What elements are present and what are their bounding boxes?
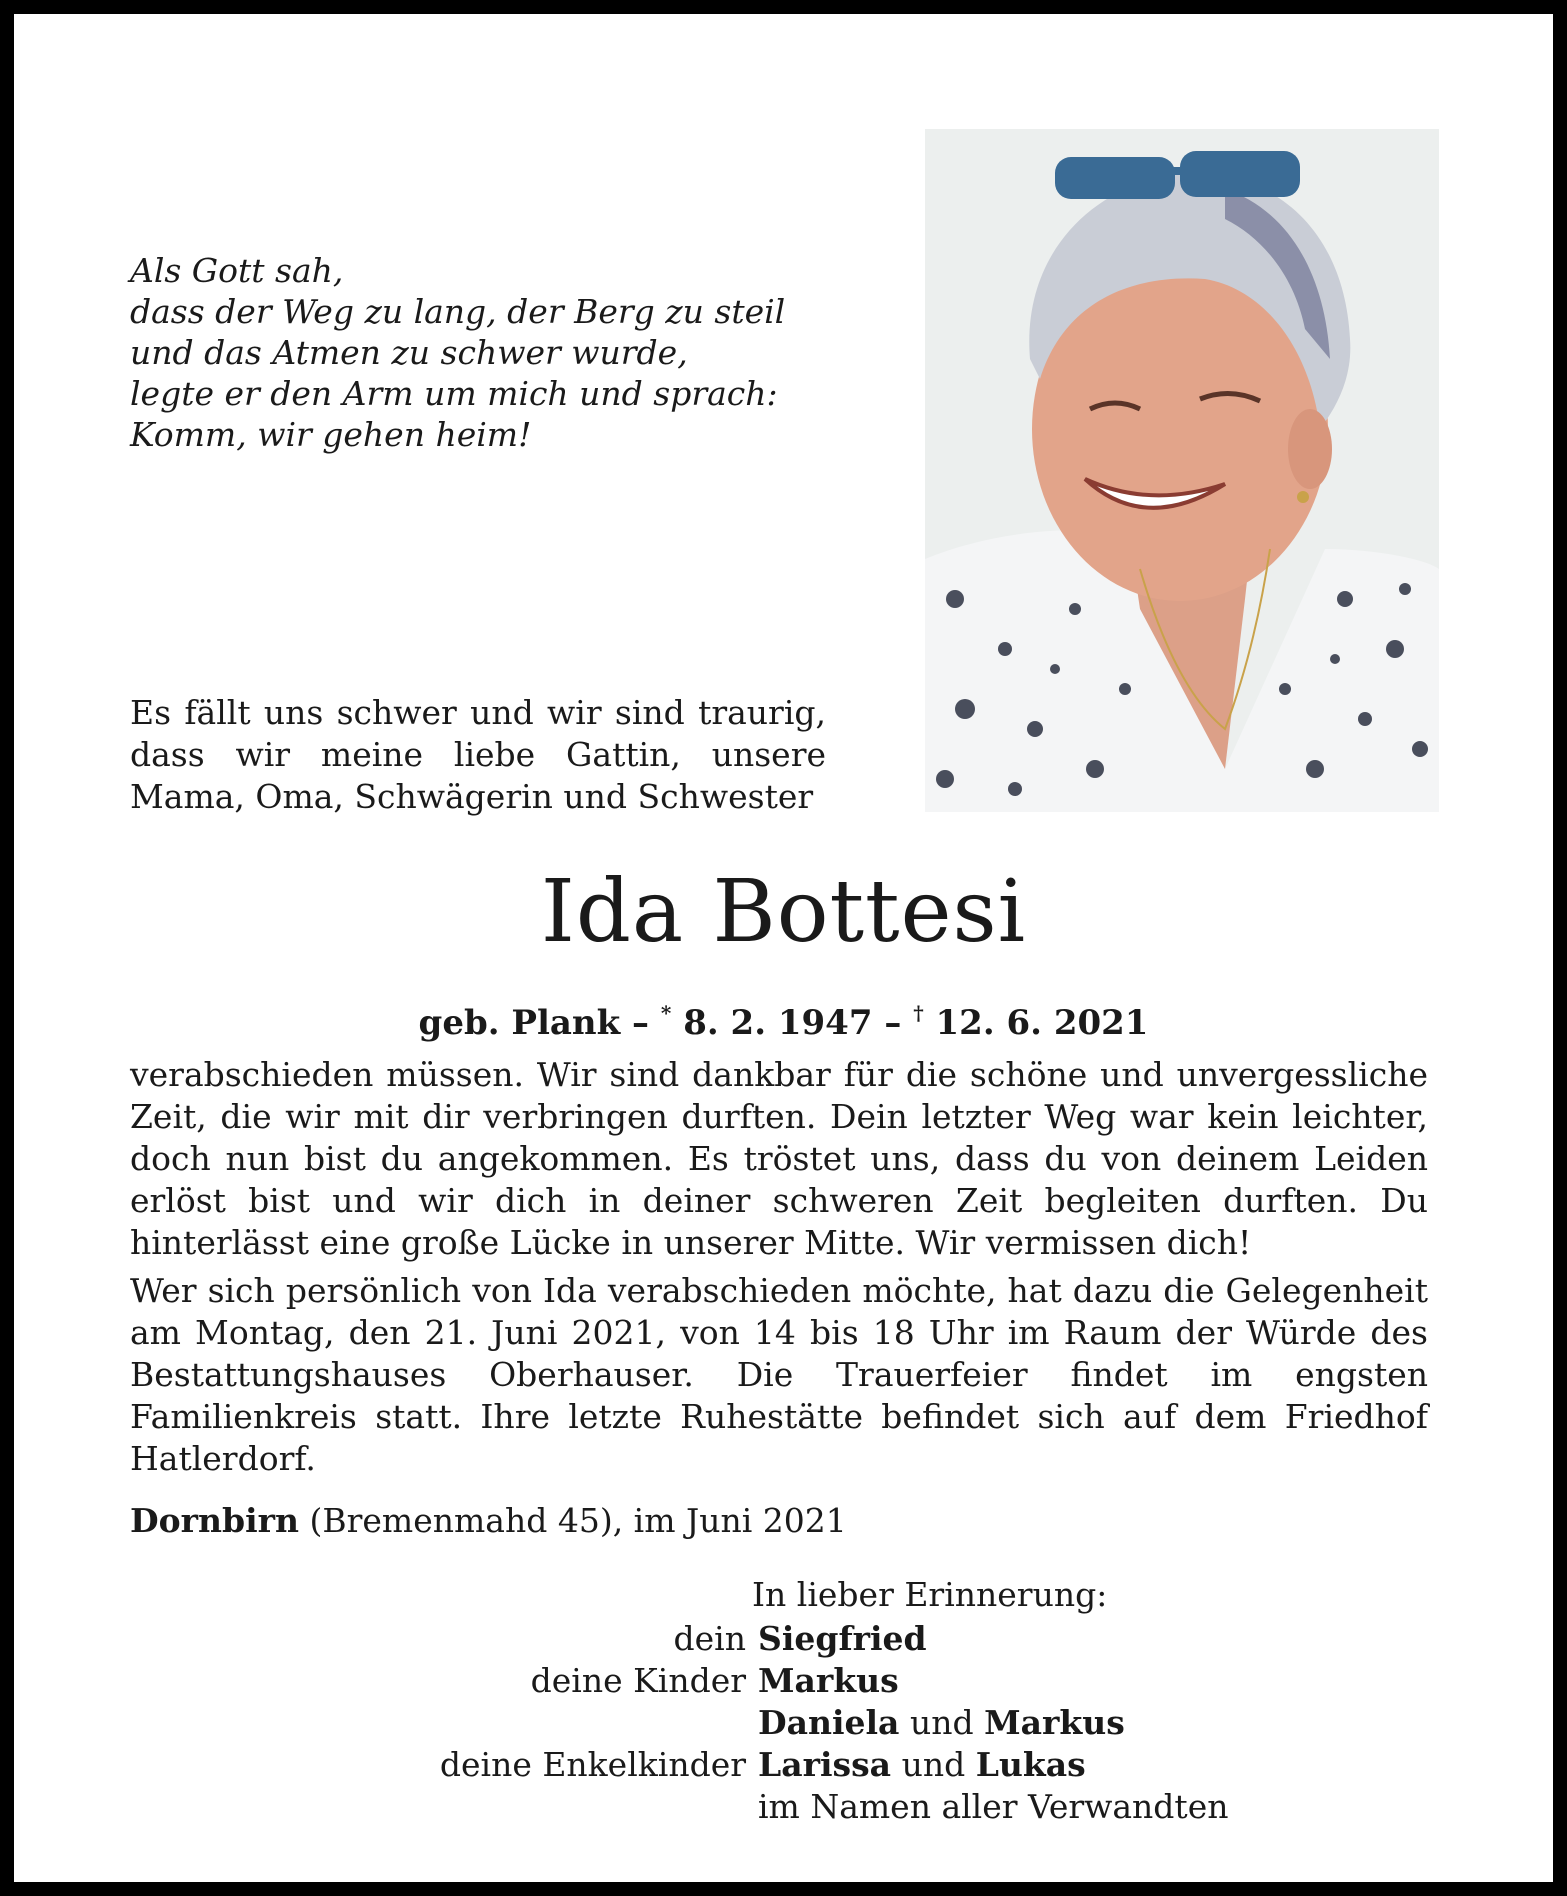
obituary-page: [14, 14, 1553, 1882]
died-symbol: †: [913, 1001, 924, 1025]
memory-heading: In lieber Erinnerung:: [752, 1575, 1108, 1614]
signers: [314, 1618, 1414, 1828]
signer-name: Markus: [758, 1661, 899, 1700]
portrait-photo: [925, 129, 1439, 812]
relatives-note: im Namen aller Verwandten: [758, 1787, 1229, 1826]
signer-row: [314, 1702, 1414, 1744]
poem-line: dass der Weg zu lang, der Berg zu steil: [130, 292, 786, 331]
death-date: 12. 6. 2021: [935, 1003, 1149, 1043]
signer-relation: deine Enkelkinder: [439, 1745, 746, 1784]
signer-name: Markus: [984, 1703, 1125, 1742]
address-date: (Bremenmahd 45), im Juni 2021: [309, 1501, 847, 1540]
life-dates: [14, 992, 1553, 1044]
poem: [130, 250, 830, 455]
city: Dornbirn: [130, 1501, 299, 1540]
signer-row: [314, 1618, 1414, 1660]
poem-line: Als Gott sah,: [130, 251, 344, 290]
separator: –: [632, 1003, 650, 1043]
signer-row: [314, 1744, 1414, 1786]
signer-name: Daniela: [758, 1703, 900, 1742]
signer-relation: deine Kinder: [530, 1661, 746, 1700]
maiden-name: geb. Plank: [418, 1003, 621, 1043]
conjunction: und: [901, 1745, 966, 1784]
body-text: [130, 1054, 1428, 1486]
body-paragraph: verabschieden müssen. Wir sind dankbar für die schöne und unvergessliche Zeit, die wir mit dir verbringen durften. Dein letzter Weg war kein leichter, doch nun bist du angekommen. Es tröstet uns, dass du von deinem Leiden erlöst bist und wir dich in deiner schweren Zeit begleiten durften. Du hinterlässt eine große Lücke in unserer Mitte. Wir vermissen dich!: [130, 1055, 1428, 1262]
signer-row: [314, 1660, 1414, 1702]
place-line: [130, 1500, 847, 1542]
signer-row: [314, 1786, 1414, 1828]
signer-name: Siegfried: [758, 1619, 927, 1658]
signer-name: Larissa: [758, 1745, 892, 1784]
separator: –: [884, 1003, 902, 1043]
signer-name: Lukas: [975, 1745, 1086, 1784]
signer-relation: dein: [673, 1619, 746, 1658]
poem-line: legte er den Arm um mich und sprach:: [130, 374, 778, 413]
poem-line: Komm, wir gehen heim!: [130, 415, 532, 454]
intro-text: Es fällt uns schwer und wir sind traurig, dass wir meine liebe Gattin, unsere Mama, Oma, Schwägerin und Schwester: [130, 693, 826, 816]
body-paragraph: Wer sich persönlich von Ida verabschieden möchte, hat dazu die Gelegenheit am Montag, den 21. Juni 2021, von 14 bis 18 Uhr im Raum der Würde des Bestattungshauses Oberhauser. Die Trauerfeier findet im engsten Familienkreis statt. Ihre letzte Ruhestätte befindet sich auf dem Friedhof Hatlerdorf.: [130, 1271, 1428, 1478]
portrait-image: [925, 129, 1439, 812]
birth-date: 8. 2. 1947: [683, 1003, 873, 1043]
conjunction: und: [909, 1703, 974, 1742]
poem-line: und das Atmen zu schwer wurde,: [130, 333, 688, 372]
born-symbol: *: [660, 1001, 672, 1025]
deceased-name: Ida Bottesi: [540, 862, 1027, 962]
